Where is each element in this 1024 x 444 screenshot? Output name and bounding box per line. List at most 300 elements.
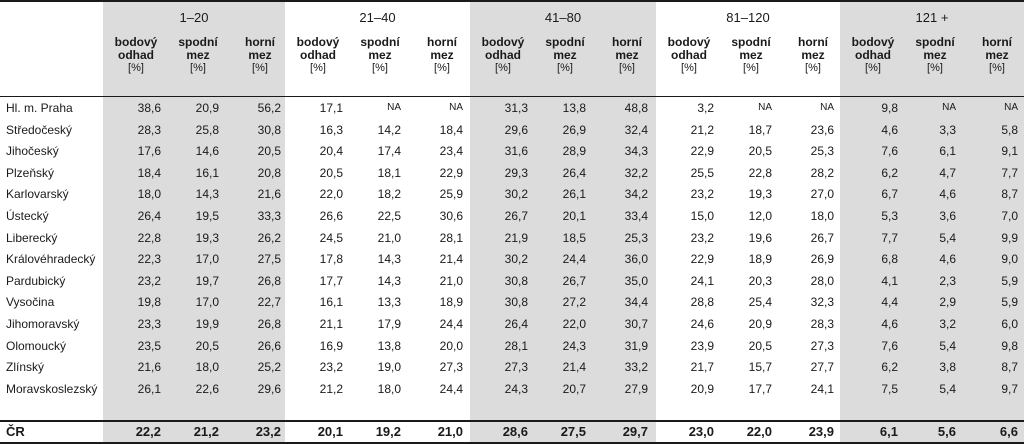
table-cell: 23,2 <box>690 187 714 202</box>
table-cell: 17,6 <box>137 144 161 159</box>
table-cell: 25,5 <box>690 165 714 180</box>
table-cell: 9,7 <box>1001 381 1018 396</box>
table-cell: 33,2 <box>624 360 648 375</box>
table-cell: 9,0 <box>1001 252 1018 267</box>
table-cell: 29,7 <box>622 424 648 439</box>
table-cell: 25,8 <box>195 122 219 137</box>
table-cell: 18,0 <box>377 381 401 396</box>
column-header-unit: [%] <box>805 62 821 74</box>
row-label: Středočeský <box>6 122 73 137</box>
table-cell: 9,1 <box>1001 144 1018 159</box>
table-cell: 21,6 <box>137 360 161 375</box>
group-header: 121 + <box>915 10 949 25</box>
table-cell: 26,6 <box>319 209 343 223</box>
table-cell: 7,6 <box>881 144 898 159</box>
row-label: Karlovarský <box>6 187 69 202</box>
table-cell: NA <box>942 102 956 113</box>
table-cell: 19,0 <box>377 360 401 375</box>
table-cell: 22,8 <box>137 230 161 245</box>
table-cell: 20,5 <box>748 144 772 159</box>
row-label: Plzeňský <box>6 165 55 180</box>
table-cell: 27,7 <box>810 360 834 375</box>
table-cell: 25,2 <box>257 360 281 375</box>
table-cell: 25,9 <box>439 187 463 202</box>
table-cell: 6,1 <box>879 424 898 439</box>
table-cell: 4,6 <box>939 252 956 267</box>
column-header <box>784 36 842 75</box>
table-cell: 27,0 <box>810 187 834 202</box>
table-cell: 21,1 <box>319 317 343 331</box>
column-header-line1: spodní <box>731 35 771 49</box>
table-cell: 26,9 <box>562 122 586 137</box>
table-cell: 7,5 <box>881 381 898 396</box>
table-cell: 12,0 <box>748 209 772 223</box>
column-header <box>474 36 532 75</box>
column-header-unit: [%] <box>557 62 573 74</box>
table-cell: 31,3 <box>504 101 528 115</box>
table-cell: NA <box>1004 102 1018 113</box>
table-cell: 26,4 <box>562 165 586 180</box>
column-header-unit: [%] <box>372 62 388 74</box>
column-header-unit: [%] <box>927 62 943 74</box>
table-cell: 6,1 <box>939 144 956 159</box>
table-cell: 22,9 <box>439 165 463 180</box>
table-cell: 24,1 <box>810 381 834 396</box>
table-cell: 16,1 <box>319 295 343 310</box>
table-cell: 18,9 <box>439 295 463 310</box>
table-cell: 34,3 <box>624 144 648 159</box>
table-cell: 26,7 <box>504 209 528 223</box>
column-header-unit: [%] <box>865 62 881 74</box>
table-cell: 22,2 <box>135 424 161 439</box>
column-header-unit: [%] <box>681 62 697 74</box>
column-header-line1: horní <box>612 35 642 49</box>
column-header <box>722 36 780 75</box>
table-cell: 22,0 <box>319 187 343 202</box>
table-cell: 4,6 <box>939 187 956 202</box>
table-cell: 27,3 <box>504 360 528 375</box>
table-cell: 26,8 <box>257 317 281 331</box>
table-cell: 5,8 <box>1001 122 1018 137</box>
column-header-line1: bodový <box>296 35 340 49</box>
table-cell: 26,2 <box>257 230 281 245</box>
table-cell: 38,6 <box>137 101 161 115</box>
table-cell: 18,5 <box>562 230 586 245</box>
table-cell: 20,9 <box>748 317 772 331</box>
column-header-line2: odhad <box>855 48 891 62</box>
table-cell: 24,4 <box>439 317 463 331</box>
table-cell: 28,1 <box>439 230 463 245</box>
table-cell: 17,8 <box>319 252 343 267</box>
table-cell: 20,1 <box>317 424 343 439</box>
table-cell: 4,6 <box>881 122 898 137</box>
column-header <box>169 36 227 75</box>
table-cell: 4,6 <box>881 317 898 331</box>
table-cell: 14,6 <box>195 144 219 159</box>
table-cell: 27,3 <box>439 360 463 375</box>
table-cell: 29,6 <box>504 122 528 137</box>
table-cell: 3,6 <box>939 209 956 223</box>
table-cell: 2,3 <box>939 273 956 288</box>
table-cell: 7,7 <box>881 230 898 245</box>
table-cell: 20,1 <box>562 209 586 223</box>
table-cell: 6,2 <box>881 165 898 180</box>
table-cell: 21,2 <box>319 381 343 396</box>
table-cell: 20,3 <box>748 273 772 288</box>
table-cell: 19,5 <box>195 209 219 223</box>
table-cell: 18,1 <box>377 165 401 180</box>
table-cell: 6,7 <box>881 187 898 202</box>
column-header-line1: spodní <box>545 35 585 49</box>
column-header-line1: horní <box>982 35 1012 49</box>
table-cell: 5,4 <box>939 381 956 396</box>
table-cell: 17,0 <box>195 252 219 267</box>
table-cell: 16,9 <box>319 338 343 353</box>
table-cell: 19,3 <box>748 187 772 202</box>
column-header-unit: [%] <box>743 62 759 74</box>
row-label: Liberecký <box>6 230 58 245</box>
table-cell: 25,4 <box>748 295 772 310</box>
column-header <box>598 36 656 75</box>
table-cell: 18,4 <box>137 165 161 180</box>
table-cell: 28,3 <box>137 122 161 137</box>
table-cell: 35,0 <box>624 273 648 288</box>
column-header <box>413 36 471 75</box>
row-label: Pardubický <box>6 273 66 288</box>
column-header-line1: horní <box>798 35 828 49</box>
total-rule <box>0 420 1024 422</box>
table-cell: 20,5 <box>195 338 219 353</box>
column-header <box>231 36 289 75</box>
table-cell: 32,3 <box>810 295 834 310</box>
table-cell: 30,2 <box>504 252 528 267</box>
row-label: Jihomoravský <box>6 317 80 331</box>
column-header <box>289 36 347 75</box>
row-label: Ústecký <box>6 209 49 223</box>
table-cell: 3,2 <box>939 317 956 331</box>
column-header-unit: [%] <box>190 62 206 74</box>
table-cell: 21,0 <box>437 424 463 439</box>
table-cell: 5,3 <box>881 209 898 223</box>
table-cell: 6,6 <box>999 424 1018 439</box>
column-header-line1: bodový <box>667 35 711 49</box>
table-cell: 23,2 <box>255 424 281 439</box>
table-cell: 19,3 <box>195 230 219 245</box>
table-cell: 27,3 <box>810 338 834 353</box>
table-cell: 17,7 <box>748 381 772 396</box>
column-header-line2: mez <box>615 48 639 62</box>
column-header-line1: horní <box>427 35 457 49</box>
table-cell: 24,6 <box>690 317 714 331</box>
table-cell: 21,0 <box>377 230 401 245</box>
table-cell: 3,8 <box>939 360 956 375</box>
table-cell: 22,8 <box>748 165 772 180</box>
table-cell: 21,4 <box>439 252 463 267</box>
table-cell: 15,0 <box>690 209 714 223</box>
row-label: Jihočeský <box>6 144 59 159</box>
column-header <box>660 36 718 75</box>
table-cell: 24,5 <box>319 230 343 245</box>
table-cell: 23,0 <box>688 424 714 439</box>
table-cell: 23,9 <box>808 424 834 439</box>
table-cell: 29,3 <box>504 165 528 180</box>
table-cell: 56,2 <box>257 101 281 115</box>
group-header: 1–20 <box>179 10 209 25</box>
table-cell: 24,4 <box>439 381 463 396</box>
column-header-line1: spodní <box>178 35 218 49</box>
table-cell: 6,2 <box>881 360 898 375</box>
column-header-line2: mez <box>368 48 392 62</box>
table-cell: 27,9 <box>624 381 648 396</box>
table-cell: 14,2 <box>377 122 401 137</box>
table-cell: 25,3 <box>624 230 648 245</box>
column-header <box>906 36 964 75</box>
table-cell: 3,3 <box>939 122 956 137</box>
table-cell: 19,7 <box>195 273 219 288</box>
table-cell: 28,8 <box>690 295 714 310</box>
column-header-line1: spodní <box>915 35 955 49</box>
table-cell: 27,5 <box>560 424 586 439</box>
column-header-line2: odhad <box>300 48 336 62</box>
table-cell: 20,4 <box>319 144 343 159</box>
column-header-line2: odhad <box>485 48 521 62</box>
column-header-unit: [%] <box>252 62 268 74</box>
table-cell: 21,7 <box>690 360 714 375</box>
table-cell: 20,8 <box>257 165 281 180</box>
column-header <box>351 36 409 75</box>
table-cell: 5,9 <box>1001 295 1018 310</box>
column-header <box>844 36 902 75</box>
table-cell: 8,7 <box>1001 187 1018 202</box>
table-cell: 21,9 <box>504 230 528 245</box>
table-cell: 26,6 <box>257 338 281 353</box>
group-header: 81–120 <box>726 10 770 25</box>
column-header-line2: mez <box>248 48 272 62</box>
table-cell: 30,7 <box>624 317 648 331</box>
table-cell: 22,0 <box>746 424 772 439</box>
table-cell: 24,4 <box>562 252 586 267</box>
table-cell: 23,6 <box>810 122 834 137</box>
table-cell: 21,2 <box>193 424 219 439</box>
table-cell: 22,6 <box>195 381 219 396</box>
table-cell: 20,9 <box>195 101 219 115</box>
table-cell: 24,3 <box>504 381 528 396</box>
table-cell: 32,4 <box>624 122 648 137</box>
table-cell: 30,8 <box>504 295 528 310</box>
row-label: Královéhradecký <box>6 252 96 267</box>
table-cell: 7,0 <box>1001 209 1018 223</box>
table-cell: 20,5 <box>257 144 281 159</box>
table-cell: 19,6 <box>748 230 772 245</box>
table-cell: 20,9 <box>690 381 714 396</box>
table-cell: 16,1 <box>195 165 219 180</box>
table-cell: 13,3 <box>377 295 401 310</box>
column-header-unit: [%] <box>989 62 1005 74</box>
column-header-line2: mez <box>186 48 210 62</box>
table-cell: 13,8 <box>377 338 401 353</box>
row-label: ČR <box>6 424 25 439</box>
table-cell: 33,4 <box>624 209 648 223</box>
table-cell: 20,0 <box>439 338 463 353</box>
table-cell: 22,9 <box>690 144 714 159</box>
table-cell: 24,3 <box>562 338 586 353</box>
table-cell: 27,5 <box>257 252 281 267</box>
table-cell: 26,1 <box>562 187 586 202</box>
table-cell: 22,9 <box>690 252 714 267</box>
column-header-line2: mez <box>430 48 454 62</box>
column-header-line1: bodový <box>851 35 895 49</box>
table-cell: 7,7 <box>1001 165 1018 180</box>
table-cell: NA <box>758 102 772 113</box>
table-cell: 31,9 <box>624 338 648 353</box>
column-header-line1: bodový <box>481 35 525 49</box>
table-cell: 8,7 <box>1001 360 1018 375</box>
table-cell: 19,8 <box>137 295 161 310</box>
table-cell: 31,6 <box>504 144 528 159</box>
table-cell: 18,0 <box>810 209 834 223</box>
table-cell: 26,9 <box>810 252 834 267</box>
table-cell: 17,9 <box>377 317 401 331</box>
row-label: Moravskoslezský <box>6 381 98 396</box>
table-cell: 26,1 <box>137 381 161 396</box>
group-header: 21–40 <box>359 10 396 25</box>
table-cell: 32,2 <box>624 165 648 180</box>
column-header <box>107 36 165 75</box>
table-cell: 9,8 <box>1001 338 1018 353</box>
table-cell: 25,3 <box>810 144 834 159</box>
table-cell: 28,0 <box>810 273 834 288</box>
column-header-line2: mez <box>801 48 825 62</box>
table-cell: NA <box>387 102 401 113</box>
column-header <box>968 36 1024 75</box>
table-cell: 23,9 <box>690 338 714 353</box>
table-cell: 28,1 <box>504 338 528 353</box>
table-cell: 4,4 <box>881 295 898 310</box>
column-header-line2: odhad <box>118 48 154 62</box>
table-cell: 26,4 <box>137 209 161 223</box>
column-header-line2: mez <box>923 48 947 62</box>
table-cell: 5,6 <box>937 424 956 439</box>
table-cell: 30,6 <box>439 209 463 223</box>
table-cell: 21,4 <box>562 360 586 375</box>
table-cell: 23,2 <box>319 360 343 375</box>
table-cell: 23,2 <box>137 273 161 288</box>
table-cell: 23,4 <box>439 144 463 159</box>
table-cell: 20,5 <box>748 338 772 353</box>
table-cell: 34,4 <box>624 295 648 310</box>
table-cell: 18,9 <box>748 252 772 267</box>
table-cell: 18,7 <box>748 122 772 137</box>
table-cell: 18,0 <box>195 360 219 375</box>
column-header-line2: odhad <box>671 48 707 62</box>
table-cell: 13,8 <box>562 101 586 115</box>
table-cell: 9,9 <box>1001 230 1018 245</box>
table-cell: 6,8 <box>881 252 898 267</box>
table-cell: 28,9 <box>562 144 586 159</box>
table-cell: NA <box>820 102 834 113</box>
table-cell: 6,0 <box>1001 317 1018 331</box>
table-cell: 30,8 <box>504 273 528 288</box>
column-header-line1: bodový <box>114 35 158 49</box>
column-header <box>536 36 594 75</box>
table-cell: 14,3 <box>377 273 401 288</box>
table-cell: 5,9 <box>1001 273 1018 288</box>
table-cell: 21,0 <box>439 273 463 288</box>
table-cell: 48,8 <box>624 101 648 115</box>
column-header-line1: spodní <box>360 35 400 49</box>
column-header-unit: [%] <box>128 62 144 74</box>
table-cell: 29,6 <box>257 381 281 396</box>
table-cell: 7,6 <box>881 338 898 353</box>
row-label: Vysočina <box>6 295 55 310</box>
table-cell: 15,7 <box>748 360 772 375</box>
column-header-line2: mez <box>985 48 1009 62</box>
table-cell: 22,3 <box>137 252 161 267</box>
table-cell: 18,2 <box>377 187 401 202</box>
table-cell: 22,0 <box>562 317 586 331</box>
row-label: Zlínský <box>6 360 45 375</box>
column-header-line2: mez <box>553 48 577 62</box>
table-cell: 14,3 <box>195 187 219 202</box>
table-cell: 18,4 <box>439 122 463 137</box>
table-cell: 19,2 <box>375 424 401 439</box>
table-cell: 33,3 <box>257 209 281 223</box>
table-cell: 21,2 <box>690 122 714 137</box>
table-cell: 4,1 <box>881 273 898 288</box>
table-cell: 4,7 <box>939 165 956 180</box>
table-cell: 26,8 <box>257 273 281 288</box>
table-cell: 17,4 <box>377 144 401 159</box>
table-cell: 23,2 <box>690 230 714 245</box>
table-cell: 22,5 <box>377 209 401 223</box>
table-cell: 23,3 <box>137 317 161 331</box>
table-cell: NA <box>449 102 463 113</box>
column-header-unit: [%] <box>310 62 326 74</box>
table-cell: 26,7 <box>562 273 586 288</box>
table-cell: 20,5 <box>319 165 343 180</box>
table-cell: 36,0 <box>624 252 648 267</box>
row-label: Hl. m. Praha <box>6 101 73 115</box>
column-header-unit: [%] <box>495 62 511 74</box>
table-cell: 28,6 <box>502 424 528 439</box>
table-top-rule <box>0 0 1024 2</box>
table-cell: 26,4 <box>504 317 528 331</box>
table-cell: 9,8 <box>881 101 898 115</box>
column-header-line1: horní <box>245 35 275 49</box>
table-cell: 30,8 <box>257 122 281 137</box>
table-cell: 30,2 <box>504 187 528 202</box>
table-cell: 17,1 <box>319 101 343 115</box>
table-cell: 2,9 <box>939 295 956 310</box>
column-header-unit: [%] <box>434 62 450 74</box>
table-cell: 24,1 <box>690 273 714 288</box>
table-cell: 34,2 <box>624 187 648 202</box>
table-cell: 3,2 <box>697 101 714 115</box>
table-cell: 21,6 <box>257 187 281 202</box>
row-label: Olomoucký <box>6 338 67 353</box>
table-cell: 28,2 <box>810 165 834 180</box>
column-header-unit: [%] <box>619 62 635 74</box>
table-cell: 28,3 <box>810 317 834 331</box>
table-cell: 22,7 <box>257 295 281 310</box>
table-cell: 5,4 <box>939 230 956 245</box>
table-cell: 23,5 <box>137 338 161 353</box>
table-cell: 26,7 <box>810 230 834 245</box>
table-cell: 14,3 <box>377 252 401 267</box>
table-cell: 17,7 <box>319 273 343 288</box>
table-cell: 19,9 <box>195 317 219 331</box>
table-cell: 16,3 <box>319 122 343 137</box>
